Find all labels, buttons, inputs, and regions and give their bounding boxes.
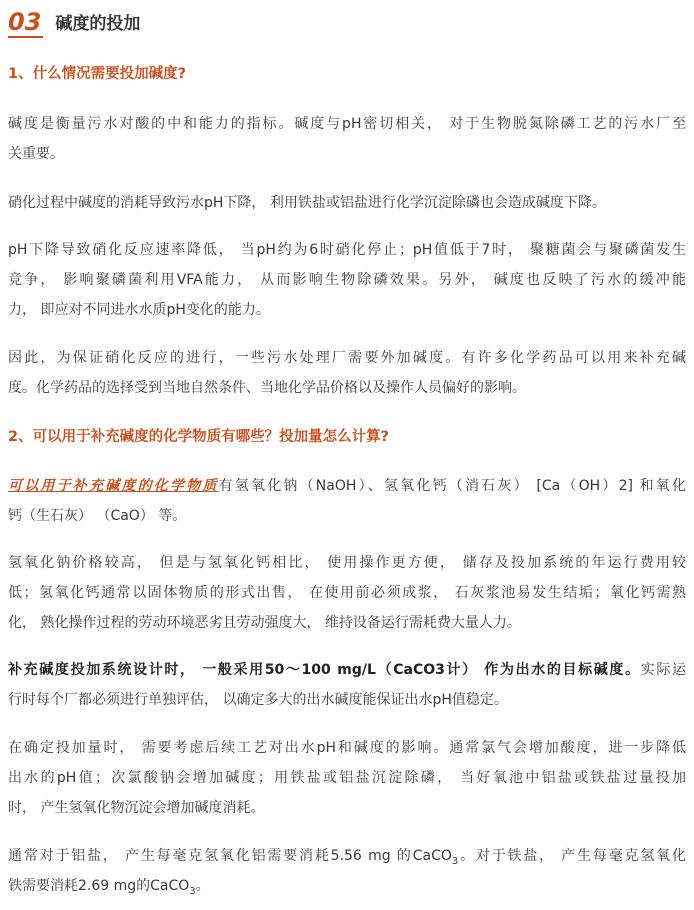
paragraph-line — [8, 871, 686, 901]
paragraph-line: 钙（生石灰） （CaO） 等。 — [8, 508, 187, 524]
paragraph-3 — [8, 235, 686, 325]
paragraph-line: 出水的pH值；次氯酸钠会增加碱度；用铁盐或铝盐沉淀除磷， 当好氧池中铝盐或铁盐过量投加 — [8, 770, 686, 786]
section-header — [8, 8, 140, 38]
paragraph-line: 化， 熟化操作过程的劳动环境恶劣且劳动强度大， 维持设备运行需耗费大量人力。 — [8, 615, 521, 631]
paragraph-text: 铁需要消耗2.69 mg的CaCO — [8, 878, 190, 894]
highlighted-phrase: 可以用于补充碱度的化学物质 — [8, 478, 219, 494]
paragraph-line: pH下降导致硝化反应速率降低， 当pH约为6时硝化停止；pH值低于7时， 聚糖菌会与聚磷菌发生 — [8, 242, 686, 258]
paragraph-line: 行时每个厂都必须进行单独评估， 以确定多大的出水碱度能保证出水pH值稳定。 — [8, 692, 508, 708]
paragraph-text: 。 — [195, 878, 210, 894]
paragraph-1 — [8, 109, 686, 169]
paragraph-line — [8, 655, 686, 685]
paragraph-line: 在确定投加量时， 需要考虑后续工艺对出水pH和碱度的影响。通常氯气会增加酸度，进一步降低 — [8, 740, 686, 756]
paragraph-6 — [8, 548, 686, 638]
paragraph-4 — [8, 343, 686, 403]
paragraph-line: 度。化学药品的选择受到当地自然条件、当地化学品价格以及操作人员偏好的影响。 — [8, 380, 526, 396]
paragraph-line: 力， 即应对不同进水水质pH变化的能力。 — [8, 302, 270, 318]
paragraph-line — [8, 841, 686, 871]
paragraph-5 — [8, 471, 686, 531]
paragraph-line: 硝化过程中碱度的消耗导致污水pH下降， 利用铁盐或铝盐进行化学沉淀除磷也会造成碱度下降。 — [8, 195, 606, 211]
paragraph-line: 碱度是衡量污水对酸的中和能力的指标。碱度与pH密切相关， 对于生物脱氮除磷工艺的污水厂至 — [8, 116, 686, 132]
paragraph-line: 低；氢氧化钙通常以固体物质的形式出售， 在使用前必须成浆， 石灰浆池易发生结垢；氧化钙需熟 — [8, 585, 686, 601]
question-1-heading: 1、什么情况需要投加碱度? — [8, 66, 186, 82]
paragraph-text: 。对于铁盐， 产生每毫克氢氧化 — [458, 848, 686, 864]
paragraph-7 — [8, 655, 686, 715]
paragraph-line: 时， 产生氢氧化物沉淀会增加碱度消耗。 — [8, 800, 265, 816]
subscript: 3 — [451, 855, 459, 867]
paragraph-2 — [8, 188, 686, 218]
subscript: 3 — [189, 885, 196, 897]
section-title: 碱度的投加 — [55, 14, 141, 34]
question-2-heading: 2、可以用于补充碱度的化学物质有哪些？投加量怎么计算? — [8, 429, 389, 445]
paragraph-line: 因此，为保证硝化反应的进行，一些污水处理厂需要外加碱度。有许多化学药品可以用来补充碱 — [8, 350, 686, 366]
paragraph-line: 竞争， 影响聚磷菌利用VFA能力， 从而影响生物除磷效果。另外， 碱度也反映了污水的缓冲能 — [8, 272, 686, 288]
paragraph-line: 氢氧化钠价格较高， 但是与氢氧化钙相比， 使用操作更方便， 储存及投加系统的年运行费用较 — [8, 555, 686, 571]
bold-phrase: 补充碱度投加系统设计时， 一般采用50～100 mg/L（CaCO3计） 作为出水的目标碱度。 — [8, 662, 641, 678]
paragraph-9 — [8, 841, 686, 901]
paragraph-8 — [8, 733, 686, 823]
paragraph-text: 通常对于铝盐， 产生每毫克氢氧化铝需要消耗5.56 mg 的CaCO — [8, 848, 452, 864]
section-number: 03 — [8, 8, 42, 36]
paragraph-line: 关重要。 — [8, 146, 64, 162]
paragraph-text: 实际运 — [640, 662, 686, 678]
paragraph-text: 有氢氧化钠（NaOH）、氢氧化钙（消石灰） [Ca（OH）2] 和氧化 — [218, 478, 686, 494]
paragraph-line — [8, 471, 686, 501]
